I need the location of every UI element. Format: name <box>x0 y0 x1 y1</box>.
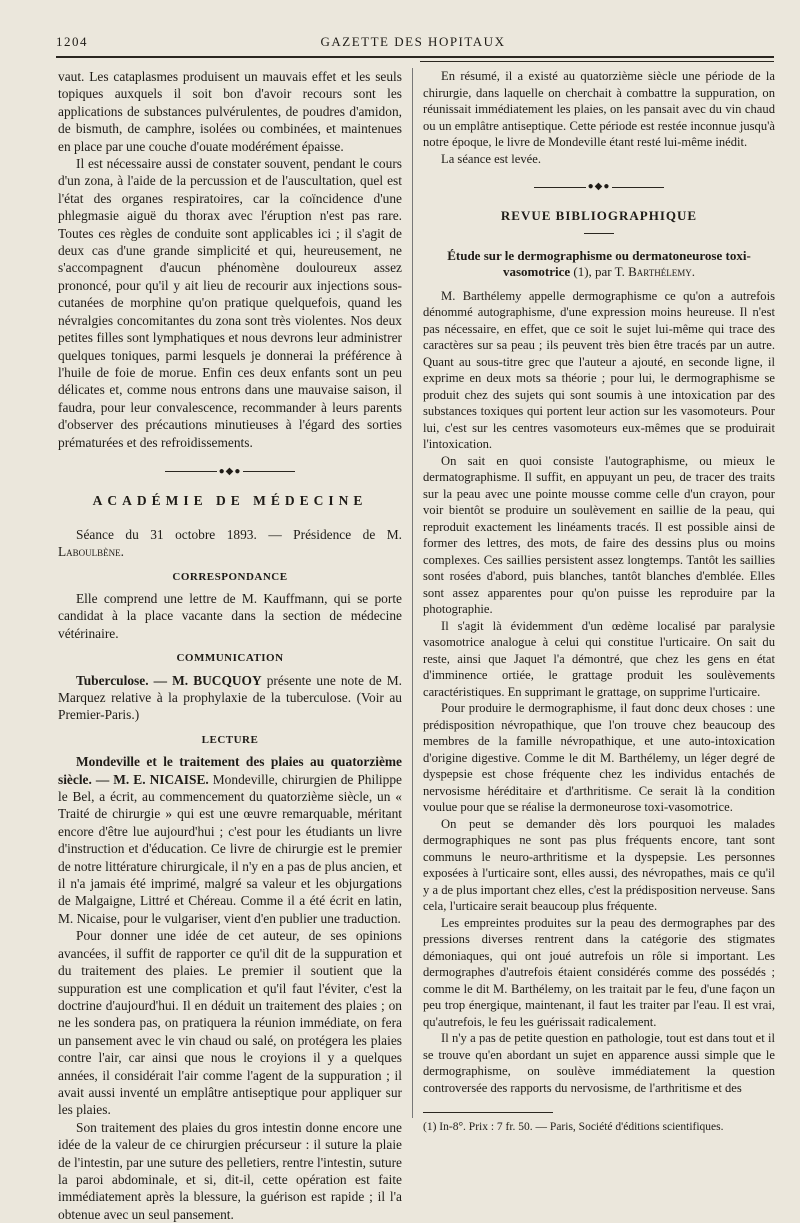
tuberculose-lead: Tuberculose. — M. BUCQUOY <box>76 672 262 688</box>
paragraph: Pour donner une idée de cet auteur, de ses opinions avancées, il suffit de rapporter ce qu'il dit de la suppuration et du traitement des plaies. Le premier il soutient que la suppuration est une complication et qu'il faut l'éviter, c'est la doctrine d'aujourd'hui. Il en déduit un traitement des plaies ; on ne les sondera pas, on pratiquera la réunion immédiate, on fera un pansement avec le vin chaud ou salé, on protégera les plaies contre l'air, car ainsi que nous le croyions il y a quelques années, il considérait l'air comme l'agent de la suppuration ; il avait aussi inventé un emplâtre antiseptique pour appliquer sur les plaies. <box>58 928 402 1118</box>
tuberculose-text: présente une note de M. Marquez relative à la prophylaxie de la tuberculose. (Voir au Premier-Paris.) <box>58 672 402 723</box>
journal-title: GAZETTE DES HOPITAUX <box>320 34 506 49</box>
footnote: (1) In-8°. Prix : 7 fr. 50. — Paris, Société d'éditions scientifiques. <box>423 1121 724 1134</box>
paragraph: La séance est levée. <box>441 151 541 166</box>
paragraph <box>58 753 402 927</box>
revue-title: REVUE BIBLIOGRAPHIQUE <box>500 208 698 224</box>
paragraph: Pour produire le dermographisme, il faut donc deux choses : une prédisposition névropathique, que l'on trouve chez beaucoup des membres de la famille névropathique, et une auto-intoxication d'origine digestive. Comme le dit M. Barthélemy, un léger degré de dyspepsie est chose fréquente chez les individus entachés de nervosisme héréditaire et d'arthritisme. Ce serait là la condition voulue pour que se réalise la dermoneurose toxi-vasomotrice. <box>423 701 775 815</box>
paragraph: En résumé, il a existé au quatorzième siècle une période de la chirurgie, dans laquelle on cherchait à combattre la suppuration, on réunissait immédiatement les plaies, on les pansait avec du vin chaud ou un emplâtre antiseptique. Cette période est restée inconnue jusqu'à notre époque, le livre de Mondeville étant resté lui-même inédit. <box>423 69 775 149</box>
section-separator: ●◆● <box>423 179 775 196</box>
footnote-rule <box>423 1112 553 1113</box>
paragraph: Il n'y a pas de petite question en pathologie, tout est dans tout et il se trouve qu'en abordant un sujet en apparence aussi simple que le dermographisme, on soulève immédiatement la question controversée des rapports du nervosisme, de l'arthritisme et des <box>423 1031 775 1095</box>
page-number: 1204 <box>56 34 88 49</box>
book-title-text: Étude sur le dermographisme ou dermatoneurose toxi-vasomotrice <box>447 247 751 279</box>
paragraph: Il s'agit là évidemment d'un œdème localisé par paralysie vasomotrice analogue à celui qui constitue l'urticaire. On sait du reste, ainsi que Jaquet l'a démontré, que chez les gens en état d'imminence ortiée, le grattage produit les soulèvements caractéristiques. En supprimant le grattage, on supprime l'urticaire. <box>423 618 775 699</box>
paragraph: vaut. Les cataplasmes produisent un mauvais effet et les seuls topiques auxquels il soit bon d'avoir recours sont les applications de substances pulvérulentes, de poudres d'amidon, de bismuth, de camphre, isolées ou combinées, et maintenues en place par une couche d'ouate modérément épaisse. <box>58 69 402 154</box>
paragraph: Les empreintes produites sur la peau des dermographes par des pressions diverses rentrent dans la catégorie des stigmates démoniaques, qui ont joué autrefois un rôle si important. Les dermographes d'autrefois étaient considérés comme des possédés ; comme le dit M. Barthélemy, on les traitait par le feu, d'une façon un peu trop énergique, maintenant, il faut les traiter par l'eau. Il est vrai, qu'autrefois, le feu les guérissait radicalement. <box>423 915 775 1029</box>
section-separator: ●◆● <box>58 463 402 480</box>
communication-heading: COMMUNICATION <box>176 652 284 665</box>
mondeville-text: Mondeville, chirurgien de Philippe le Bel, a écrit, au commencement du quatorzième siècle, un « Traité de chirurgie » qui est une œuvre remarquable, méritant encore d'être lue aujourd'hui ; c'est pour les étudiants un livre d'instruction et d'éducation. Ce livre de chirurgie est le premier de notre littérature chirurgicale, il n'y en a pas de plus ancien, et il n'a jamais été imprimé, malgré sa valeur et les objurgations de Malgaigne, Littré et Chéreau. Comme il a été écrit en latin, M. Nicaise, pour le vulgariser, vient d'en publier une traduction. <box>58 771 402 926</box>
president-name: Laboulbène. <box>58 544 125 560</box>
correspondance-heading: CORRESPONDANCE <box>172 570 288 583</box>
mondeville-lead: Mondeville et le traitement des plaies au quatorzième siècle. — M. E. NICAISE. <box>58 754 402 787</box>
paragraph: On sait en quoi consiste l'autographisme, ou mieux le dermatographisme. Il suffit, en appuyant un peu, de tracer des traits sur la peau avec une pointe mousse comme celle d'un crayon, pour voir bientôt se produire un soulèvement en saillie de la peau, qui reproduit exactement les linéaments tracés. Il est possible ainsi de former des lettres, des mots, de faire des dessins plus ou moins complexes. Ces saillies persistent assez longtemps. Tantôt les saillies sont rosées d'abord, puis blanches, tantôt blanches d'emblée. Elles sont assez apparentes pour qu'on puisse les reproduire par la photographie. <box>423 453 775 617</box>
right-column <box>423 68 775 1136</box>
paragraph: On peut se demander dès lors pourquoi les malades dermographiques ne sont pas plus fréquents encore, tant sont communs le neuro-arthritisme et la dyspepsie. Les personnes exposées à l'urticaire sont, elles aussi, des névropathes, mais ce qu'il y a de plus important chez elles, c'est la prédisposition nerveuse. Sans cela, l'urticaire serait beaucoup plus fréquente. <box>423 816 775 914</box>
title-rule <box>584 233 614 234</box>
paragraph <box>58 672 402 724</box>
paragraph: Elle comprend une lettre de M. Kauffmann, qui se porte candidat à la place vacante dans la section de médecine vétérinaire. <box>58 590 402 641</box>
academie-title: ACADÉMIE DE MÉDECINE <box>92 493 368 509</box>
paragraph: M. Barthélemy appelle dermographisme ce qu'on a autrefois dénommé autographisme, d'une expression moins heureuse. Il n'est pas nécessaire, en effet, que ce soit le sujet lui-même qui trace des caractères sur sa peau ; ils peuvent très bien être tracés par un autre. Quant au sous-titre grec que l'auteur a ajouté, en seconde ligne, il exprime en deux mots sa théorie ; pour lui, le dermographisme se produit chez des sujets qui sont soumis à une intoxication par des substances toxiques qui portent leur action sur les vasomoteurs. Pour lui, c'est sur les centres vasomoteurs eux-mêmes que se produirait l'intoxication. <box>423 288 775 452</box>
lecture-heading: LECTURE <box>201 733 259 746</box>
header-rule <box>56 56 774 58</box>
book-ref: (1), par T. <box>570 263 629 279</box>
column-divider <box>412 68 413 1118</box>
paragraph: Son traitement des plaies du gros intestin donne encore une idée de la valeur de ce chirurgien précurseur : il suture la plaie de l'intestin, par une suture des pelletiers, rentre l'intestin, suture la paroi abdominale, et si, dit-il, cette opération est faite immédiatement après la blessure, la guérison est rapide ; il l'a obtenue avec un seul pansement. <box>58 1119 402 1222</box>
book-title <box>427 248 771 280</box>
paragraph: Il est nécessaire aussi de constater souvent, pendant le cours d'un zona, à l'aide de la percussion et de l'auscultation, quel est l'état des organes respiratoires, car la coïncidence d'une phlegmasie aiguë du thorax avec l'éruption n'est pas rare. Toutes ces règles de conduite sont applicables ici ; il s'agit de deux cas d'une grande simplicité et qui, heureusement, ne s'accompagnent d'aucun phénomène douloureux assez prononcé, pour qu'il y ait lieu de recourir aux injections sous-cutanées de morphine qu'on pratique quelquefois, quand les névralgies concomitantes du zona sont très violentes. Nos deux petites filles sont lymphatiques et nous devrons leur administrer quelques toniques, parmi lesquels je donnerai la préférence à l'huile de foie de morue. Enfin ces deux enfants sont un peu délicates et, comme nous entrons dans une mauvaise saison, il faudra, pour leur convalescence, recommander à leurs parents d'observer des précautions minutieuses à l'égard des sorties prématurées et des refroidissements. <box>58 156 402 450</box>
seance-text: Séance du 31 octobre 1893. — Présidence de M. <box>76 526 402 542</box>
page-header <box>56 30 770 52</box>
header-rule-secondary <box>420 61 774 62</box>
seance-line <box>58 526 402 561</box>
left-column <box>58 68 402 1223</box>
book-author: Barthélemy. <box>628 263 695 279</box>
